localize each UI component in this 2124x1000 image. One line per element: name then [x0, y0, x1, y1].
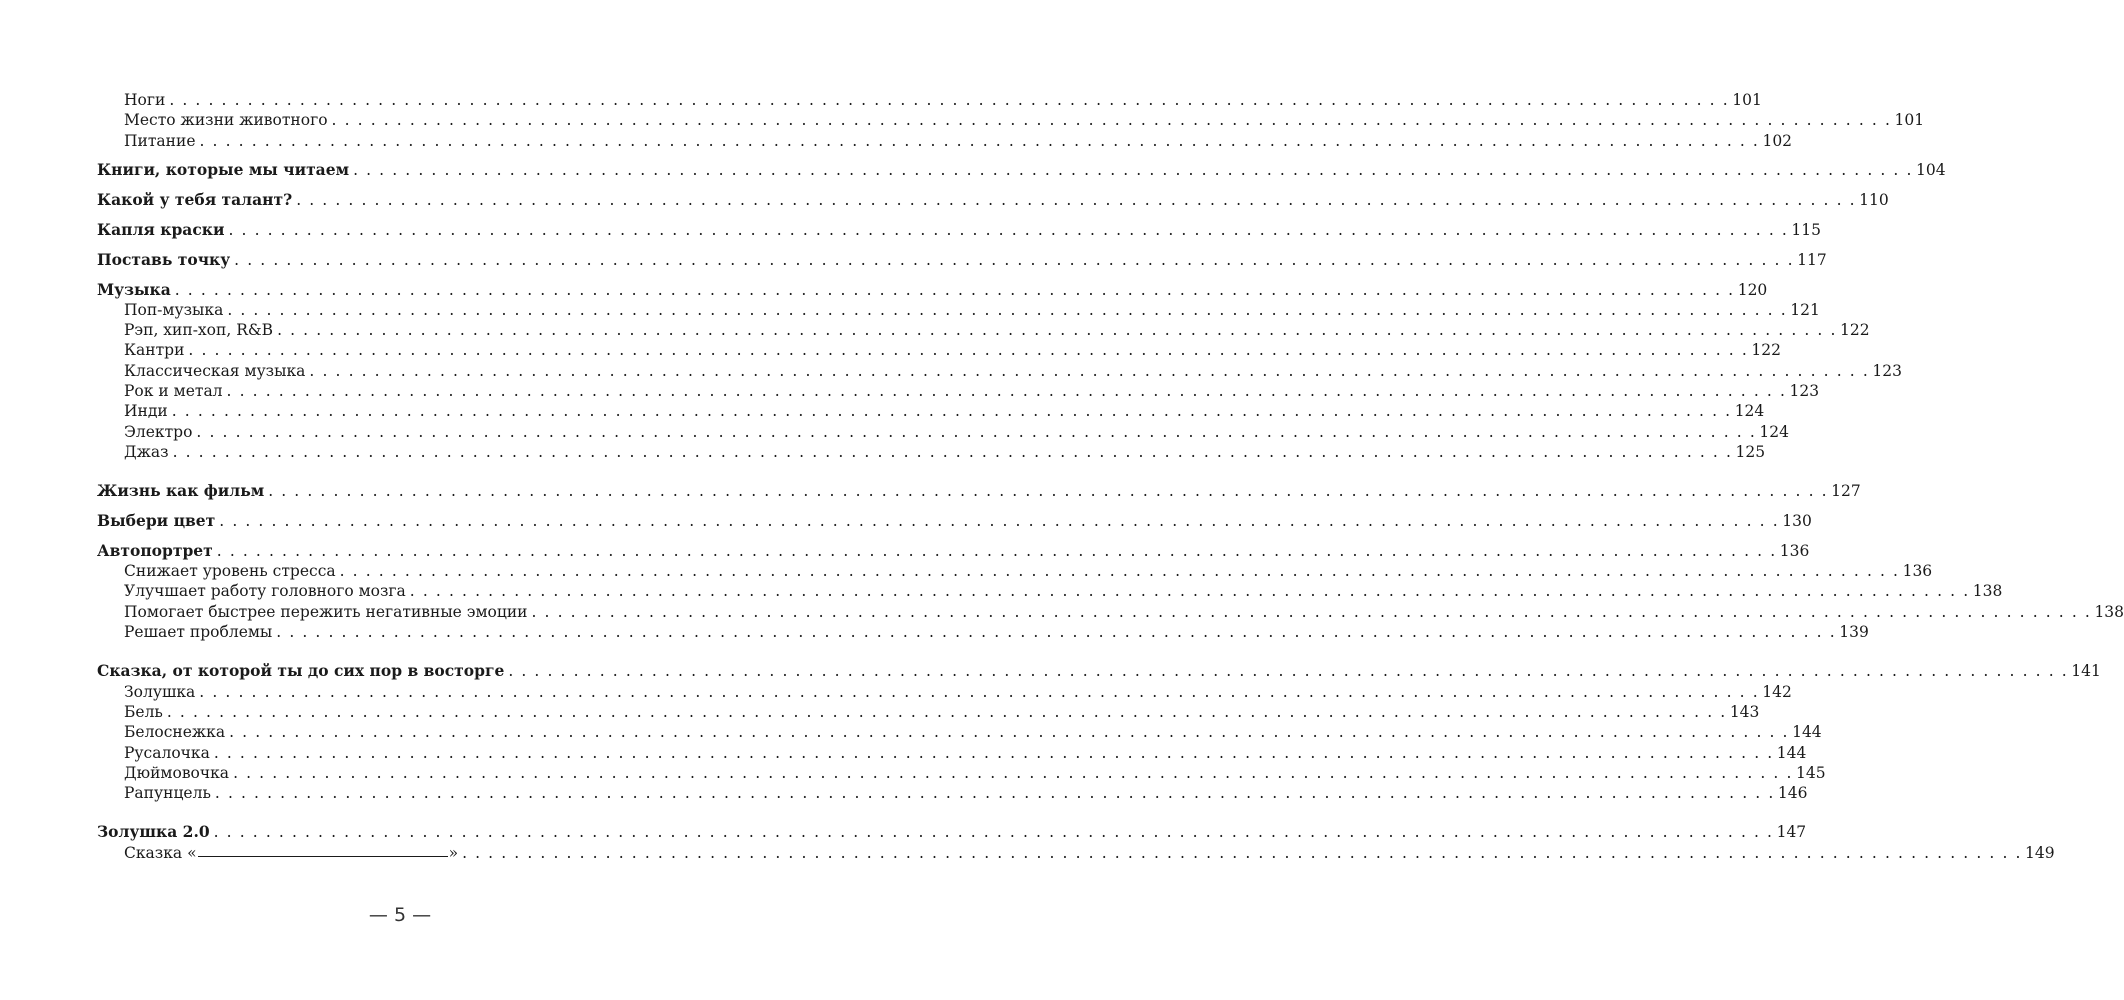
toc-chapter-entry [97, 160, 1946, 180]
toc-chapter-entry [97, 190, 1889, 210]
toc-entry-page: 104 [1916, 161, 1946, 180]
toc-section-entry [97, 340, 1781, 360]
dot-leader: . . . . . . . . . . . . . . . . . . . . . . . . . . . . . . . . . . . . . . . . . . . . . . . . . . . . . . . . . . . . . . . . . . . . . . . . . . . . . . . . . . . . . . . . . . . . . . . . . . . . . . . . . . . . . . . . . . . . . . . . [214, 784, 1775, 803]
toc-entry-page: 123 [1789, 382, 1820, 401]
toc-entry-title: Рапунцель [124, 784, 211, 803]
toc-entry-page: 138 [2094, 602, 2124, 621]
dot-leader: . . . . . . . . . . . . . . . . . . . . . . . . . . . . . . . . . . . . . . . . . . . . . . . . . . . . . . . . . . . . . . . . . . . . . . . . . . . . . . . . . . . . . . . . . . . . . . . . . . . . . . . . . . . . . . . . . . . . . . . . [277, 321, 1838, 340]
dot-leader: . . . . . . . . . . . . . . . . . . . . . . . . . . . . . . . . . . . . . . . . . . . . . . . . . . . . . . . . . . . . . . . . . . . . . . . . . . . . . . . . . . . . . . . . . . . . . . . . . . . . . . . . . . . . . . . . . . . . . . . . [353, 161, 1914, 180]
toc-section-entry [97, 422, 1789, 442]
toc-entry-page: 120 [1737, 280, 1768, 299]
toc-entry-page: 124 [1734, 402, 1765, 421]
toc-entry-title: Рэп, хип-хоп, R&B [124, 321, 274, 340]
toc-section-entry [97, 743, 1807, 763]
toc-section-entry [97, 622, 1869, 642]
toc-entry-page: 139 [1839, 623, 1869, 642]
toc-chapter-entry [97, 511, 1812, 531]
toc-entry-page: 142 [1762, 682, 1792, 701]
toc-entry-title: Какой у тебя талант? [97, 190, 293, 210]
toc-entry-title: Помогает быстрее пережить негативные эмоции [124, 602, 528, 621]
toc-entry-title: Поставь точку [97, 249, 231, 269]
dot-leader: . . . . . . . . . . . . . . . . . . . . . . . . . . . . . . . . . . . . . . . . . . . . . . . . . . . . . . . . . . . . . . . . . . . . . . . . . . . . . . . . . . . . . . . . . . . . . . . . . . . . . . . . . . . . . . . . . . . . . . . . [172, 442, 1733, 461]
toc-entry-page: 122 [1751, 341, 1781, 360]
dot-leader: . . . . . . . . . . . . . . . . . . . . . . . . . . . . . . . . . . . . . . . . . . . . . . . . . . . . . . . . . . . . . . . . . . . . . . . . . . . . . . . . . . . . . . . . . . . . . . . . . . . . . . . . . . . . . . . . . . . . . . . . [213, 743, 1774, 762]
toc-entry-title-suffix: » [448, 843, 459, 862]
toc-entry-page: 101 [1894, 111, 1925, 130]
toc-entry-page: 147 [1776, 823, 1807, 842]
toc-entry-title: Электро [124, 422, 193, 441]
dot-leader: . . . . . . . . . . . . . . . . . . . . . . . . . . . . . . . . . . . . . . . . . . . . . . . . . . . . . . . . . . . . . . . . . . . . . . . . . . . . . . . . . . . . . . . . . . . . . . . . . . . . . . . . . . . . . . . . . . . . . . . . [233, 763, 1794, 782]
toc-entry-title: Книги, которые мы читаем [97, 160, 350, 180]
dot-leader: . . . . . . . . . . . . . . . . . . . . . . . . . . . . . . . . . . . . . . . . . . . . . . . . . . . . . . . . . . . . . . . . . . . . . . . . . . . . . . . . . . . . . . . . . . . . . . . . . . . . . . . . . . . . . . . . . . . . . . . . [196, 422, 1757, 441]
dot-leader: . . . . . . . . . . . . . . . . . . . . . . . . . . . . . . . . . . . . . . . . . . . . . . . . . . . . . . . . . . . . . . . . . . . . . . . . . . . . . . . . . . . . . . . . . . . . . . . . . . . . . . . . . . . . . . . . . . . . . . . . [268, 482, 1829, 501]
toc-section-entry [97, 843, 2055, 863]
toc-entry-page: 127 [1831, 482, 1861, 501]
dot-leader: . . . . . . . . . . . . . . . . . . . . . . . . . . . . . . . . . . . . . . . . . . . . . . . . . . . . . . . . . . . . . . . . . . . . . . . . . . . . . . . . . . . . . . . . . . . . . . . . . . . . . . . . . . . . . . . . . . . . . . . . [229, 723, 1790, 742]
toc-entry-title: Кантри [124, 341, 185, 360]
toc-section-entry [97, 381, 1820, 401]
dot-leader: . . . . . . . . . . . . . . . . . . . . . . . . . . . . . . . . . . . . . . . . . . . . . . . . . . . . . . . . . . . . . . . . . . . . . . . . . . . . . . . . . . . . . . . . . . . . . . . . . . . . . . . . . . . . . . . . . . . . . . . . [227, 300, 1788, 319]
toc-entry-title: Золушка 2.0 [97, 822, 210, 842]
toc-section-entry [97, 300, 1820, 320]
dot-leader: . . . . . . . . . . . . . . . . . . . . . . . . . . . . . . . . . . . . . . . . . . . . . . . . . . . . . . . . . . . . . . . . . . . . . . . . . . . . . . . . . . . . . . . . . . . . . . . . . . . . . . . . . . . . . . . . . . . . . . . . [216, 541, 1777, 560]
toc-section-entry [97, 783, 1808, 803]
fill-in-blank-line [198, 855, 448, 857]
toc-entry-title: Музыка [97, 279, 171, 299]
dot-leader: . . . . . . . . . . . . . . . . . . . . . . . . . . . . . . . . . . . . . . . . . . . . . . . . . . . . . . . . . . . . . . . . . . . . . . . . . . . . . . . . . . . . . . . . . . . . . . . . . . . . . . . . . . . . . . . . . . . . . . . . [199, 682, 1760, 701]
toc-entry-page: 117 [1797, 250, 1827, 269]
toc-entry-title: Автопортрет [97, 540, 213, 560]
toc-entry-page: 136 [1779, 541, 1810, 560]
toc-entry-title: Решает проблемы [124, 623, 273, 642]
dot-leader: . . . . . . . . . . . . . . . . . . . . . . . . . . . . . . . . . . . . . . . . . . . . . . . . . . . . . . . . . . . . . . . . . . . . . . . . . . . . . . . . . . . . . . . . . . . . . . . . . . . . . . . . . . . . . . . . . . . . . . . . [166, 702, 1727, 721]
toc-section-entry [97, 561, 1933, 581]
toc-entry-page: 123 [1872, 361, 1902, 380]
toc-entry-title: Питание [124, 131, 196, 150]
dot-leader: . . . . . . . . . . . . . . . . . . . . . . . . . . . . . . . . . . . . . . . . . . . . . . . . . . . . . . . . . . . . . . . . . . . . . . . . . . . . . . . . . . . . . . . . . . . . . . . . . . . . . . . . . . . . . . . . . . . . . . . . [409, 582, 1970, 601]
page-number [0, 904, 800, 926]
toc-entry-title: Дюймовочка [124, 763, 230, 782]
toc-section-entry [97, 401, 1765, 421]
toc-chapter-entry [97, 219, 1822, 240]
toc-entry-title: Выбери цвет [97, 511, 216, 531]
toc-entry-page: 145 [1796, 763, 1826, 782]
toc-entry-page: 144 [1792, 723, 1822, 742]
dot-leader: . . . . . . . . . . . . . . . . . . . . . . . . . . . . . . . . . . . . . . . . . . . . . . . . . . . . . . . . . . . . . . . . . . . . . . . . . . . . . . . . . . . . . . . . . . . . . . . . . . . . . . . . . . . . . . . . . . . . . . . . [309, 361, 1870, 380]
toc-entry-page: 121 [1790, 300, 1820, 319]
toc-section-entry [97, 442, 1766, 462]
toc-entry-title-prefix: Сказка « [124, 843, 197, 862]
folio-dash-right: — [412, 904, 432, 926]
dot-leader: . . . . . . . . . . . . . . . . . . . . . . . . . . . . . . . . . . . . . . . . . . . . . . . . . . . . . . . . . . . . . . . . . . . . . . . . . . . . . . . . . . . . . . . . . . . . . . . . . . . . . . . . . . . . . . . . . . . . . . . . [531, 602, 2092, 621]
dot-leader: . . . . . . . . . . . . . . . . . . . . . . . . . . . . . . . . . . . . . . . . . . . . . . . . . . . . . . . . . . . . . . . . . . . . . . . . . . . . . . . . . . . . . . . . . . . . . . . . . . . . . . . . . . . . . . . . . . . . . . . . [276, 623, 1837, 642]
dot-leader: . . . . . . . . . . . . . . . . . . . . . . . . . . . . . . . . . . . . . . . . . . . . . . . . . . . . . . . . . . . . . . . . . . . . . . . . . . . . . . . . . . . . . . . . . . . . . . . . . . . . . . . . . . . . . . . . . . . . . . . . [213, 823, 1774, 842]
toc-entry-title: Золушка [124, 682, 196, 701]
dot-leader: . . . . . . . . . . . . . . . . . . . . . . . . . . . . . . . . . . . . . . . . . . . . . . . . . . . . . . . . . . . . . . . . . . . . . . . . . . . . . . . . . . . . . . . . . . . . . . . . . . . . . . . . . . . . . . . . . . . . . . . . [234, 250, 1795, 269]
toc-section-entry [97, 320, 1870, 340]
toc-entry-title: Рок и метал [124, 382, 223, 401]
toc-section-entry [97, 110, 1925, 130]
toc-chapter-entry [97, 661, 2101, 681]
toc-entry-title: Жизнь как фильм [97, 481, 265, 501]
toc-section-entry [97, 131, 1793, 151]
table-of-contents [97, 90, 2124, 863]
toc-entry-page: 149 [2025, 843, 2055, 862]
toc-entry-title: Поп-музыка [124, 300, 224, 319]
toc-section-entry [97, 90, 1762, 110]
toc-chapter-entry [97, 249, 1827, 270]
toc-entry-page: 101 [1732, 91, 1762, 109]
toc-entry-page: 136 [1902, 562, 1933, 581]
dot-leader: . . . . . . . . . . . . . . . . . . . . . . . . . . . . . . . . . . . . . . . . . . . . . . . . . . . . . . . . . . . . . . . . . . . . . . . . . . . . . . . . . . . . . . . . . . . . . . . . . . . . . . . . . . . . . . . . . . . . . . . . [219, 512, 1780, 531]
toc-section-entry [97, 722, 1822, 742]
toc-entry-page: 144 [1776, 743, 1807, 762]
folio-dash-left: — [368, 904, 388, 926]
dot-leader: . . . . . . . . . . . . . . . . . . . . . . . . . . . . . . . . . . . . . . . . . . . . . . . . . . . . . . . . . . . . . . . . . . . . . . . . . . . . . . . . . . . . . . . . . . . . . . . . . . . . . . . . . . . . . . . . . . . . . . . . [339, 562, 1900, 581]
toc-entry-title [124, 843, 462, 863]
toc-entry-title: Белоснежка [124, 723, 226, 742]
toc-entry-page: 130 [1782, 512, 1812, 531]
toc-entry-title: Снижает уровень стресса [124, 562, 336, 581]
dot-leader: . . . . . . . . . . . . . . . . . . . . . . . . . . . . . . . . . . . . . . . . . . . . . . . . . . . . . . . . . . . . . . . . . . . . . . . . . . . . . . . . . . . . . . . . . . . . . . . . . . . . . . . . . . . . . . . . . . . . . . . . [228, 220, 1789, 239]
toc-section-entry [97, 763, 1826, 783]
toc-entry-page: 141 [2071, 662, 2101, 681]
toc-entry-title: Классическая музыка [124, 361, 306, 380]
dot-leader: . . . . . . . . . . . . . . . . . . . . . . . . . . . . . . . . . . . . . . . . . . . . . . . . . . . . . . . . . . . . . . . . . . . . . . . . . . . . . . . . . . . . . . . . . . . . . . . . . . . . . . . . . . . . . . . . . . . . . . . . [296, 191, 1857, 210]
folio-number: 5 [393, 904, 407, 926]
toc-entry-title: Ноги [124, 91, 166, 109]
toc-entry-title: Русалочка [124, 743, 210, 762]
toc-section-entry [97, 361, 1902, 381]
toc-section-entry [97, 682, 1792, 702]
toc-entry-title: Бель [124, 702, 163, 721]
toc-chapter-entry [97, 481, 1861, 501]
toc-chapter-entry [97, 279, 1768, 300]
dot-leader: . . . . . . . . . . . . . . . . . . . . . . . . . . . . . . . . . . . . . . . . . . . . . . . . . . . . . . . . . . . . . . . . . . . . . . . . . . . . . . . . . . . . . . . . . . . . . . . . . . . . . . . . . . . . . . . . . . . . . . . . [199, 131, 1760, 150]
dot-leader: . . . . . . . . . . . . . . . . . . . . . . . . . . . . . . . . . . . . . . . . . . . . . . . . . . . . . . . . . . . . . . . . . . . . . . . . . . . . . . . . . . . . . . . . . . . . . . . . . . . . . . . . . . . . . . . . . . . . . . . . [188, 341, 1749, 360]
toc-entry-page: 125 [1735, 442, 1766, 461]
toc-entry-title: Место жизни животного [124, 111, 328, 130]
dot-leader: . . . . . . . . . . . . . . . . . . . . . . . . . . . . . . . . . . . . . . . . . . . . . . . . . . . . . . . . . . . . . . . . . . . . . . . . . . . . . . . . . . . . . . . . . . . . . . . . . . . . . . . . . . . . . . . . . . . . . . . . [169, 91, 1730, 109]
toc-entry-title: Инди [124, 402, 168, 421]
toc-entry-page: 146 [1777, 784, 1808, 803]
dot-leader: . . . . . . . . . . . . . . . . . . . . . . . . . . . . . . . . . . . . . . . . . . . . . . . . . . . . . . . . . . . . . . . . . . . . . . . . . . . . . . . . . . . . . . . . . . . . . . . . . . . . . . . . . . . . . . . . . . . . . . . . [462, 843, 2023, 862]
toc-entry-title: Сказка, от которой ты до сих пор в восторге [97, 661, 505, 681]
toc-entry-page: 122 [1840, 321, 1870, 340]
toc-entry-title: Джаз [124, 442, 169, 461]
toc-entry-page: 115 [1791, 220, 1822, 239]
toc-entry-page: 110 [1859, 191, 1889, 210]
dot-leader: . . . . . . . . . . . . . . . . . . . . . . . . . . . . . . . . . . . . . . . . . . . . . . . . . . . . . . . . . . . . . . . . . . . . . . . . . . . . . . . . . . . . . . . . . . . . . . . . . . . . . . . . . . . . . . . . . . . . . . . . [226, 382, 1787, 401]
toc-section-entry [97, 581, 2003, 601]
toc-entry-page: 143 [1729, 702, 1760, 721]
toc-entry-page: 138 [1972, 582, 2003, 601]
dot-leader: . . . . . . . . . . . . . . . . . . . . . . . . . . . . . . . . . . . . . . . . . . . . . . . . . . . . . . . . . . . . . . . . . . . . . . . . . . . . . . . . . . . . . . . . . . . . . . . . . . . . . . . . . . . . . . . . . . . . . . . . [331, 111, 1892, 130]
toc-chapter-entry [97, 540, 1810, 561]
toc-entry-page: 102 [1762, 131, 1793, 150]
dot-leader: . . . . . . . . . . . . . . . . . . . . . . . . . . . . . . . . . . . . . . . . . . . . . . . . . . . . . . . . . . . . . . . . . . . . . . . . . . . . . . . . . . . . . . . . . . . . . . . . . . . . . . . . . . . . . . . . . . . . . . . . [174, 280, 1735, 299]
toc-entry-title: Капля краски [97, 219, 225, 239]
dot-leader: . . . . . . . . . . . . . . . . . . . . . . . . . . . . . . . . . . . . . . . . . . . . . . . . . . . . . . . . . . . . . . . . . . . . . . . . . . . . . . . . . . . . . . . . . . . . . . . . . . . . . . . . . . . . . . . . . . . . . . . . [171, 402, 1732, 421]
dot-leader: . . . . . . . . . . . . . . . . . . . . . . . . . . . . . . . . . . . . . . . . . . . . . . . . . . . . . . . . . . . . . . . . . . . . . . . . . . . . . . . . . . . . . . . . . . . . . . . . . . . . . . . . . . . . . . . . . . . . . . . . [508, 662, 2069, 681]
toc-entry-page: 124 [1759, 422, 1789, 441]
toc-entry-title: Улучшает работу головного мозга [124, 582, 406, 601]
toc-chapter-entry [97, 822, 1807, 842]
toc-section-entry [97, 702, 1760, 722]
toc-section-entry [97, 602, 2124, 622]
